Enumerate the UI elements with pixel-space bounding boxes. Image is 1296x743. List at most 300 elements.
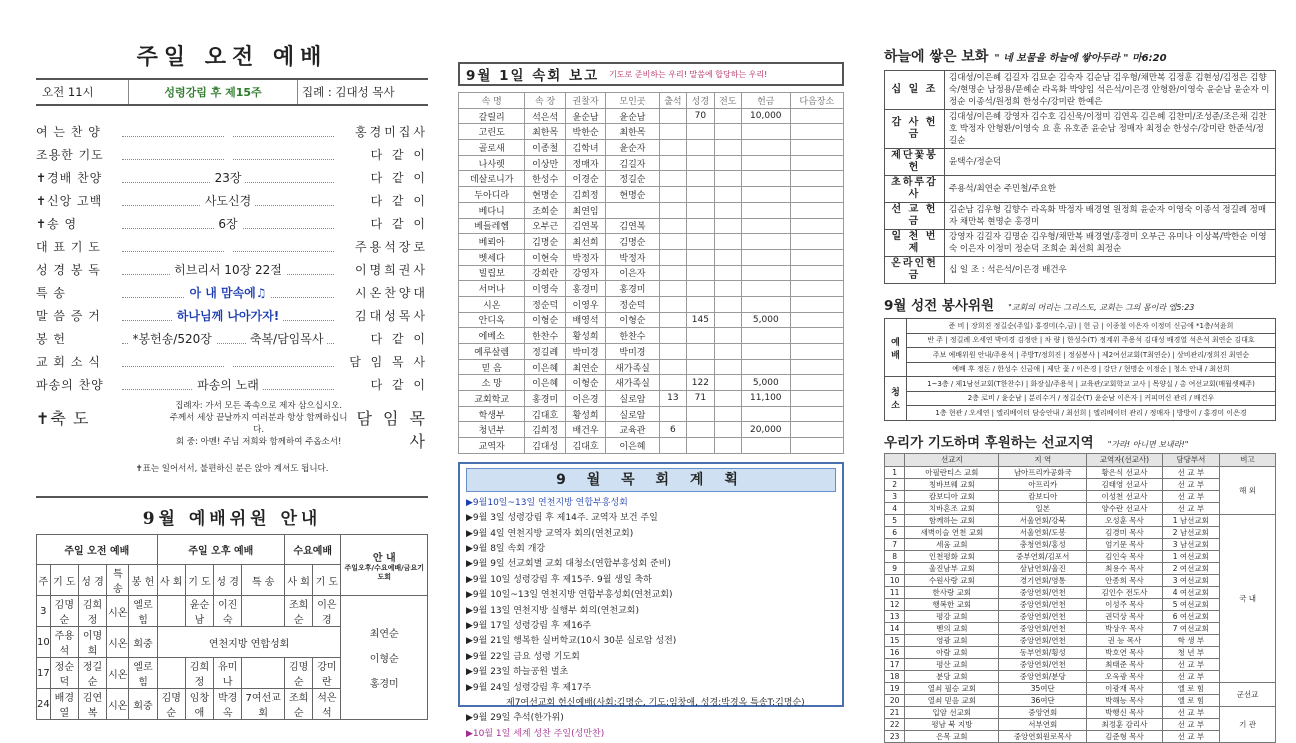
mission-cell: 치바혼조 교회 (905, 502, 999, 514)
mission-cell: 함께하는 교회 (905, 514, 999, 526)
mission-cell: 은목 교회 (905, 730, 999, 742)
mission-header-row (885, 453, 1276, 466)
report-column (458, 0, 844, 739)
report-cell (790, 202, 843, 218)
report-cell: 교육관 (606, 422, 659, 438)
report-cell (687, 359, 714, 375)
volunteer-detail: 1층 현관 / 오세연 | 엘리베이터 담승안내 / 최선희 | 엘리베이터 관리 / 정매자 | 방방이 / 홍경미 이은경 (907, 406, 1276, 421)
order-detail (122, 238, 334, 252)
report-cell: 고린도 (459, 124, 525, 140)
report-cell (790, 171, 843, 187)
report-cell (659, 406, 686, 422)
mission-cell: 권 능 목사 (1087, 634, 1163, 646)
plan-item: ▶9월 4일 연천지방 교역자 회의(연천교회) (466, 528, 634, 539)
report-cell: 현명순 (525, 187, 565, 203)
mission-cell: 9 (885, 562, 905, 574)
report-cell: 13 (659, 391, 686, 407)
order-label: 여 는 찬 양 (36, 125, 101, 139)
report-cell (687, 328, 714, 344)
report-cell (790, 312, 843, 328)
committee-col-header: 기 도 (313, 565, 341, 596)
report-cell: 베들레헴 (459, 218, 525, 234)
mission-cell: 20 (885, 694, 905, 706)
report-cell (790, 108, 843, 124)
report-cell: 박정자 (565, 249, 605, 265)
report-row (459, 108, 844, 124)
mission-cell: 선 교 부 (1162, 706, 1219, 718)
report-cell (790, 187, 843, 203)
report-cell: 이상만 (525, 155, 565, 171)
mission-cell: 중앙연회 (999, 706, 1087, 718)
report-col-header: 출석 (659, 93, 686, 109)
mission-cell: 행복한 교회 (905, 598, 999, 610)
mission-cell: 열쇠 믿음 교회 (905, 694, 999, 706)
order-dots (122, 216, 334, 231)
report-cell (714, 296, 741, 312)
order-person: 김대성목사 (355, 309, 428, 323)
committee-title: 9월 예배위원 안내 (36, 496, 428, 530)
committee-cell: 3 (37, 596, 51, 627)
mission-row (885, 526, 1276, 538)
mission-cell: 세움 교회 (905, 538, 999, 550)
report-cell (742, 202, 791, 218)
report-cell (714, 124, 741, 140)
committee-cell: 7여선교회 (242, 689, 285, 720)
plan-item: ▶9월 10일 성령강림 후 제15주. 9월 생일 축하 (466, 574, 652, 585)
report-cell: 데살로니가 (459, 171, 525, 187)
report-cell: 5,000 (742, 375, 791, 391)
report-cell: 현명순 (606, 187, 659, 203)
offering-names: 김대성/이은혜 김길자 김묘순 김숙자 김순남 김우형/채만복 김정훈 김현성/김정은 김향숙/현명순 남정용/문혜순 라옥화 박양임 석은석/이은경 안형환/이영숙 윤순남 윤순자 이정순 이종석/원정희 한성수/강미란 한예은 (945, 71, 1276, 110)
report-cell (687, 202, 714, 218)
treasure-header (884, 46, 1276, 66)
order-label: ✝신앙 고백 (36, 194, 103, 208)
mission-cell: 권덕상 목사 (1087, 610, 1163, 622)
mission-cell: 오욱광 목사 (1087, 670, 1163, 682)
volunteer-detail: 반 주 | 정길례 오세연 박미경 김정란 | 차 량 | 한성수(T) 정계위 주용석 김대성 배경열 석은석 최연순 김대호 (907, 333, 1276, 348)
benediction-who: 담 임 목 사 (356, 409, 428, 451)
mission-row (885, 610, 1276, 622)
report-cell (714, 218, 741, 234)
report-cell (687, 234, 714, 250)
plan-item: ▶9월 17일 성령강림 후 제16주 (466, 620, 592, 631)
order-dots (122, 285, 334, 300)
report-cell (742, 124, 791, 140)
report-cell (606, 202, 659, 218)
committee-cell: 시온 (107, 627, 129, 658)
mission-cell: 열쇠 필승 교회 (905, 682, 999, 694)
report-cell (687, 281, 714, 297)
offering-category: 온라인헌금 (885, 257, 945, 284)
mission-cell: 엘 로 힘 (1162, 682, 1219, 694)
order-label: 성 경 봉 독 (36, 263, 101, 277)
report-col-header: 전도 (714, 93, 741, 109)
order-label: 파송의 찬양 (36, 378, 104, 392)
mission-cell: 선 교 부 (1162, 502, 1219, 514)
mission-cell: 13 (885, 610, 905, 622)
order-detail (122, 192, 334, 209)
mission-cell: 박호연 목사 (1087, 646, 1163, 658)
mission-col-header: 담당부서 (1162, 453, 1219, 466)
report-cell (687, 124, 714, 140)
report-cell (714, 406, 741, 422)
report-cell: 최연순 (565, 359, 605, 375)
report-row (459, 344, 844, 360)
group-sunday-pm: 주일 오후 예배 (157, 535, 284, 565)
mission-col-header: 비고 (1220, 453, 1276, 466)
report-cell: 10,000 (742, 108, 791, 124)
committee-col-header: 사 회 (285, 565, 313, 596)
report-cell: 실로암 (606, 406, 659, 422)
order-row (36, 235, 428, 258)
volunteer-quote: "교회의 머리는 그리스도, 교회는 그의 몸이라 엡5:23 (1008, 303, 1195, 312)
mission-cell: 중부연회/김포서 (999, 550, 1087, 562)
mission-cell: 12 (885, 598, 905, 610)
report-cell: 박미경 (565, 344, 605, 360)
mission-row (885, 466, 1276, 478)
report-cell: 최연임 (565, 202, 605, 218)
report-cell: 이은혜 (606, 438, 659, 454)
mission-row (885, 586, 1276, 598)
mission-cell: 1 여선교회 (1162, 550, 1219, 562)
plan-item: ▶9월 24일 성령강림 후 제17주 (466, 682, 592, 693)
order-dots (122, 242, 334, 252)
order-detail (122, 261, 334, 278)
offering-names: 십 일 조 : 석은석/이은경 배건우 (945, 257, 1276, 284)
mission-cell: 4 여선교회 (1162, 586, 1219, 598)
report-cell: 5,000 (742, 312, 791, 328)
order-detail (122, 146, 334, 160)
report-cell: 김연복 (565, 218, 605, 234)
committee-table (36, 534, 428, 720)
report-cell (659, 249, 686, 265)
report-title: 9월 1일 속회 보고 (466, 68, 600, 84)
offering-names: 주용석/최연순 주민철/주요한 (945, 176, 1276, 203)
report-cell (714, 171, 741, 187)
committee-cell: 회중 (129, 689, 157, 720)
committee-cell: 시온 (107, 596, 129, 627)
plan-item: ▶9월 22일 금요 성령 기도회 (466, 651, 580, 662)
report-cell: 교역자 (459, 438, 525, 454)
report-cell: 강희란 (525, 265, 565, 281)
report-row (459, 187, 844, 203)
mission-cell: 중앙연회/연천 (999, 598, 1087, 610)
guide-name: 홍경미 (369, 679, 399, 690)
mission-cell: 중앙연회/연천 (999, 658, 1087, 670)
mission-cell: 6 (885, 526, 905, 538)
mission-cell: 입암 선교회 (905, 706, 999, 718)
report-cell: 김희정 (525, 422, 565, 438)
plan-item: ▶9월 3일 성령강림 후 제14주. 교역자 보건 주일 (466, 513, 658, 524)
order-detail (122, 353, 334, 367)
report-cell: 조희순 (525, 202, 565, 218)
report-cell (742, 281, 791, 297)
order-label: 대 표 기 도 (36, 240, 101, 254)
report-row (459, 234, 844, 250)
mission-cell: 캄보디아 (999, 490, 1087, 502)
mission-cell: 엘 로 힘 (1162, 694, 1219, 706)
offering-row (885, 203, 1276, 230)
report-cell (659, 375, 686, 391)
report-cell: 윤순자 (606, 140, 659, 156)
report-row (459, 265, 844, 281)
report-cell: 에베소 (459, 328, 525, 344)
report-cell: 교회학교 (459, 391, 525, 407)
report-cell: 베뢰아 (459, 234, 525, 250)
mission-cell: 캄보디아 교회 (905, 490, 999, 502)
volunteer-detail: 주보 예배위원 안내/주용석 | 주방T/정희진 | 정심봉사 | 제2여선교회(T최연순) | 상비관리/정희진 최연순 (907, 348, 1276, 363)
committee-cell: 연천지방 연합성회 (157, 627, 341, 658)
group-sunday-am: 주일 오전 예배 (37, 535, 158, 565)
offering-category: 일 천 번 제 (885, 230, 945, 257)
service-header (36, 78, 428, 106)
mission-row (885, 538, 1276, 550)
offering-category: 감 사 헌 금 (885, 110, 945, 149)
volunteer-title: 9월 성전 봉사위원 (884, 298, 995, 314)
mission-row (885, 658, 1276, 670)
volunteer-row (885, 406, 1276, 421)
report-cell (742, 187, 791, 203)
mission-cell: 중앙연회/연천 (999, 610, 1087, 622)
plan-item: ▶10월 1일 세계 성찬 주일(성만찬) (466, 728, 605, 739)
order-person: 다 같 이 (370, 378, 428, 392)
report-row (459, 140, 844, 156)
report-col-header: 속 장 (525, 93, 565, 109)
report-row (459, 155, 844, 171)
mission-cell: 동부연회/횡성 (999, 646, 1087, 658)
report-cell: 11,100 (742, 391, 791, 407)
cell-report-header (458, 62, 844, 86)
order-detail-text (224, 353, 232, 367)
benediction-label: ✝축 도 (36, 409, 90, 428)
order-detail-text: 파송의 노래 (193, 378, 263, 392)
report-cell: 나사렛 (459, 155, 525, 171)
report-cell (659, 218, 686, 234)
report-cell (714, 438, 741, 454)
report-cell (790, 234, 843, 250)
page-title: 주일 오전 예배 (136, 44, 328, 70)
committee-cell: 조희순 (285, 689, 313, 720)
report-cell: 황성희 (565, 328, 605, 344)
committee-cell: 정순덕 (50, 658, 78, 689)
committee-cell: 조희순 (285, 596, 313, 627)
group-wednesday: 수요예배 (285, 535, 341, 565)
volunteer-group: 예배 (885, 319, 907, 377)
mission-cell: 충청연회/홍성 (999, 538, 1087, 550)
mission-cell: 중앙연회원로목사 (999, 730, 1087, 742)
report-cell (714, 108, 741, 124)
report-row (459, 422, 844, 438)
standing-footnote: ✝표는 일어서서, 불편하신 분은 앉아 계셔도 됩니다. (135, 464, 329, 474)
report-cell: 이현숙 (525, 249, 565, 265)
order-detail-text (224, 146, 232, 160)
order-detail-text: 6장 (214, 217, 241, 231)
report-cell (714, 375, 741, 391)
order-detail (122, 330, 334, 347)
report-cell: 김명순 (606, 234, 659, 250)
report-cell: 20,000 (742, 422, 791, 438)
report-cell: 이형순 (525, 312, 565, 328)
mission-cell: 23 (885, 730, 905, 742)
report-row (459, 375, 844, 391)
mission-cell: 선 교 부 (1162, 730, 1219, 742)
committee-cell: 임창애 (185, 689, 213, 720)
committee-cell (157, 658, 185, 689)
report-cell: 골로새 (459, 140, 525, 156)
mission-cell: 21 (885, 706, 905, 718)
mission-row (885, 490, 1276, 502)
report-cell: 홍경미 (606, 281, 659, 297)
mission-cell: 5 (885, 514, 905, 526)
report-cell (742, 249, 791, 265)
order-detail-text (224, 123, 232, 137)
report-row (459, 391, 844, 407)
committee-cell: 엘로힘 (129, 596, 157, 627)
report-cell: 청년부 (459, 422, 525, 438)
mission-cell: 18 (885, 670, 905, 682)
report-cell (714, 281, 741, 297)
report-row (459, 124, 844, 140)
mission-note: 기 관 (1220, 706, 1276, 742)
report-cell: 김희정 (565, 187, 605, 203)
mission-cell: 청 년 부 (1162, 646, 1219, 658)
report-cell: 이종철 (525, 140, 565, 156)
order-detail-text: 아 내 맘속에♫ (185, 286, 270, 300)
report-cell (714, 202, 741, 218)
plan-item: ▶9월10일~13일 연천지방 연합부흥성회 (466, 497, 628, 508)
committee-cell: 강미란 (313, 658, 341, 689)
mission-cell: 6 여선교회 (1162, 610, 1219, 622)
order-person: 다 같 이 (370, 148, 428, 162)
order-person: 담 임 목 사 (349, 355, 428, 369)
mission-cell: 19 (885, 682, 905, 694)
order-dots (122, 193, 334, 208)
committee-col-header: 특 송 (107, 565, 129, 596)
report-cell (659, 155, 686, 171)
report-cell: 베다니 (459, 202, 525, 218)
order-detail-text: 하나님께 나아가자! (173, 309, 283, 323)
report-cell: 122 (687, 375, 714, 391)
offering-column (884, 0, 1276, 741)
mission-cell: 16 (885, 646, 905, 658)
worship-order-column (36, 0, 428, 723)
mission-cell: 선 교 부 (1162, 466, 1219, 478)
report-cell: 배영석 (565, 312, 605, 328)
order-person: 다 같 이 (370, 194, 428, 208)
mission-row (885, 730, 1276, 742)
order-dots (122, 377, 334, 392)
offering-category: 초하루감사 (885, 176, 945, 203)
volunteer-detail: 2층 로비 / 윤순남 | 분리수거 / 정길순(T) 윤순남 이은자 | 커피머신 관리 / 배건우 (907, 391, 1276, 406)
report-cell: 박미경 (606, 344, 659, 360)
committee-cell: 윤순남 (185, 596, 213, 627)
mission-cell: 3 여선교회 (1162, 574, 1219, 586)
mission-note: 국 내 (1220, 514, 1276, 682)
mission-cell: 황은식 선교사 (1087, 466, 1163, 478)
report-cell (790, 391, 843, 407)
report-cell (714, 328, 741, 344)
report-cell (790, 140, 843, 156)
report-cell: 정매자 (565, 155, 605, 171)
report-cell (742, 171, 791, 187)
order-person: 다 같 이 (370, 171, 428, 185)
mission-cell: 중앙연회/연천 (999, 586, 1087, 598)
worship-order-list (36, 120, 428, 396)
report-cell (742, 140, 791, 156)
report-row (459, 438, 844, 454)
order-row (36, 189, 428, 212)
mission-row (885, 514, 1276, 526)
mission-cell: 남아프리카공화국 (999, 466, 1087, 478)
offering-category: 제단꽃봉헌 (885, 149, 945, 176)
committee-col-header: 성 경 (214, 565, 242, 596)
mission-cell: 삼남연회/울진 (999, 562, 1087, 574)
mission-cell: 35여단 (999, 682, 1087, 694)
treasure-quote: " 네 보물을 하늘에 쌓아두라 " 마6:20 (994, 53, 1167, 64)
offering-row (885, 149, 1276, 176)
mission-cell: 36여단 (999, 694, 1087, 706)
report-cell (742, 296, 791, 312)
report-cell: 김대성 (525, 438, 565, 454)
mission-cell: 아프리카 (999, 478, 1087, 490)
mission-row (885, 718, 1276, 730)
committee-cell: 회중 (129, 627, 157, 658)
mission-cell: 1 (885, 466, 905, 478)
order-detail (122, 169, 334, 186)
mission-cell: 2 여선교회 (1162, 562, 1219, 574)
report-cell (714, 422, 741, 438)
mission-row (885, 550, 1276, 562)
report-cell: 최한목 (606, 124, 659, 140)
report-cell (742, 218, 791, 234)
mission-cell: 평산 교회 (905, 658, 999, 670)
report-cell (742, 438, 791, 454)
committee-cell: 김희정 (78, 596, 106, 627)
mission-cell: 선 교 부 (1162, 658, 1219, 670)
report-cell (659, 296, 686, 312)
offering-names: 강영자 김길자 김명순 김우형/채만복 배경열/홍경미 오부근 유미나 이상복/박한순 이영숙 이은자 이정미 정순덕 조희순 최선희 최정순 (945, 230, 1276, 257)
report-cell (659, 140, 686, 156)
committee-cell: 이은경 (313, 596, 341, 627)
report-cell (790, 344, 843, 360)
report-cell: 이형순 (565, 375, 605, 391)
ministry-plan-box (458, 462, 844, 739)
report-cell: 이영숙 (525, 281, 565, 297)
report-col-header: 헌금 (742, 93, 791, 109)
mission-note: 군선교 (1220, 682, 1276, 706)
report-cell: 소 망 (459, 375, 525, 391)
mission-cell: 14 (885, 622, 905, 634)
report-cell (714, 155, 741, 171)
committee-cell: 10 (37, 627, 51, 658)
report-cell (687, 422, 714, 438)
report-cell: 이경순 (565, 171, 605, 187)
report-cell (790, 124, 843, 140)
mission-cell: 17 (885, 658, 905, 670)
mission-row (885, 634, 1276, 646)
committee-col-header: 봉 헌 (129, 565, 157, 596)
committee-cell: 김명순 (285, 658, 313, 689)
report-cell (790, 406, 843, 422)
order-person: 홍경미집사 (355, 125, 428, 139)
mission-cell: 인천평화 교회 (905, 550, 999, 562)
mission-cell: 엄기문 목사 (1087, 538, 1163, 550)
committee-col-header: 특 송 (242, 565, 285, 596)
mission-row (885, 598, 1276, 610)
report-cell (659, 312, 686, 328)
report-cell: 정길순 (606, 171, 659, 187)
mission-cell: 10 (885, 574, 905, 586)
